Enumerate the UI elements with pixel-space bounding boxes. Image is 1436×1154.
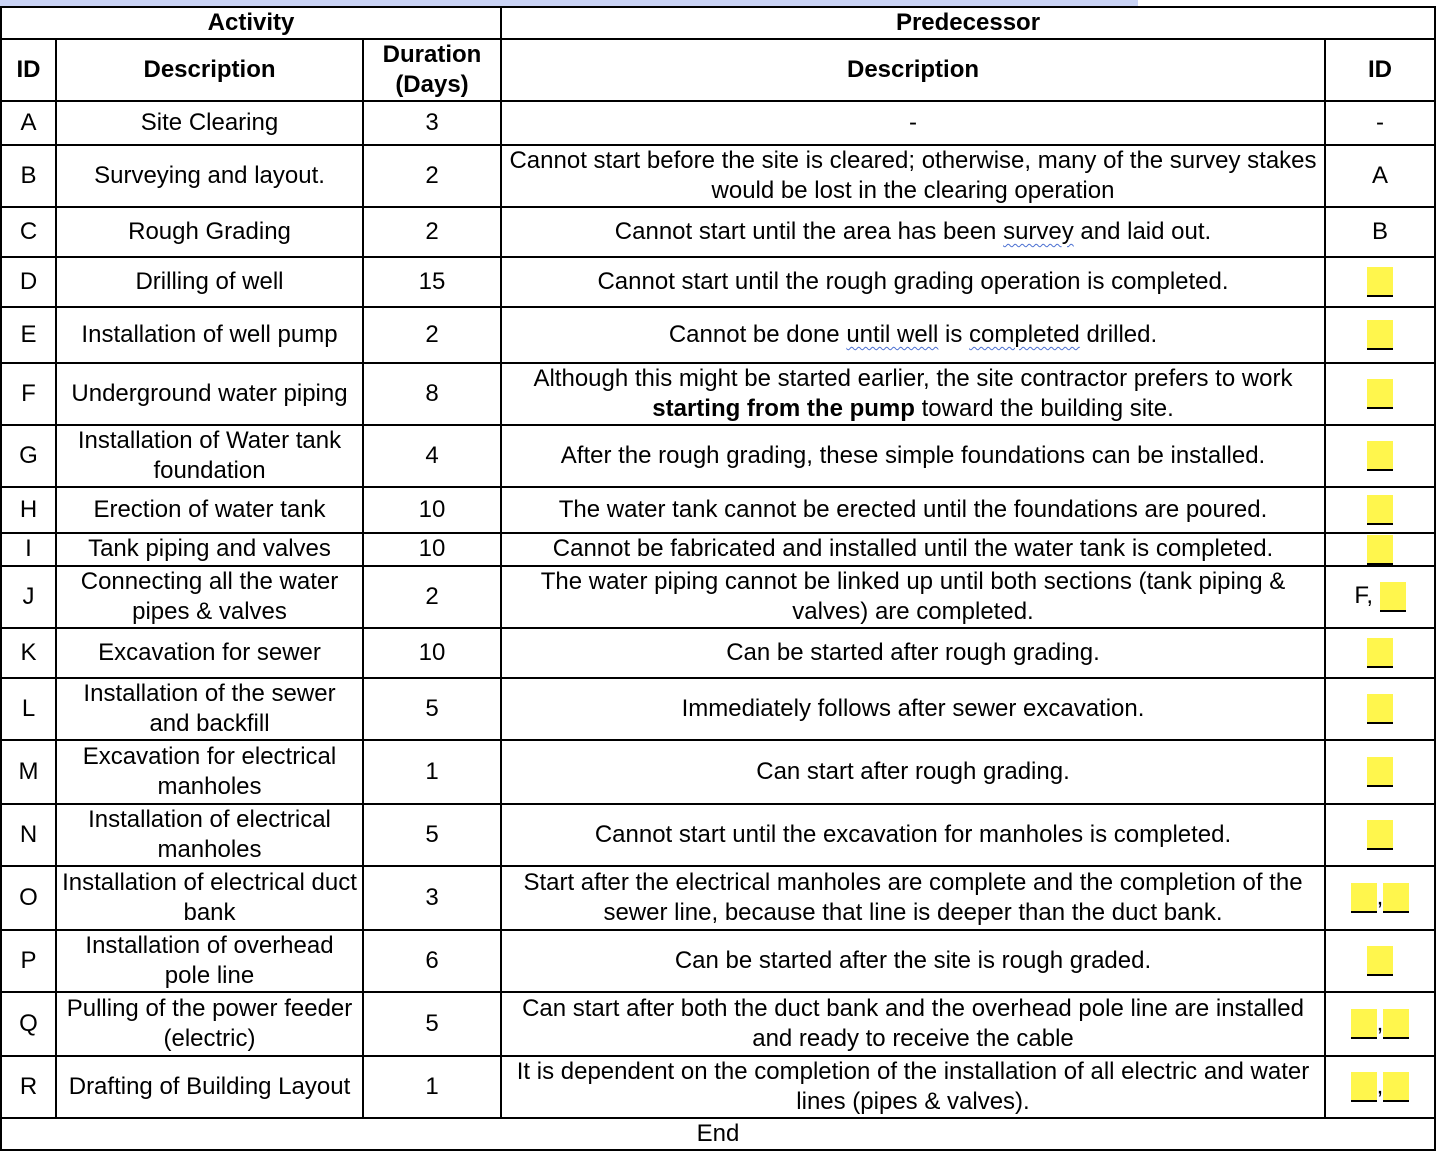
table-row	[1, 628, 1435, 678]
answer-blank[interactable]	[1351, 883, 1377, 913]
answer-blank[interactable]	[1383, 1072, 1409, 1102]
answer-blank[interactable]	[1367, 495, 1393, 525]
header-activity: Activity	[1, 7, 501, 39]
predecessor-id	[1325, 207, 1435, 257]
table-row	[1, 425, 1435, 487]
activity-id: Q	[1, 992, 56, 1056]
predecessor-id	[1325, 307, 1435, 363]
activity-id: N	[1, 804, 56, 866]
table-body	[1, 101, 1435, 1118]
activity-id: K	[1, 628, 56, 678]
activity-id: E	[1, 307, 56, 363]
table-row	[1, 566, 1435, 628]
answer-blank[interactable]	[1367, 638, 1393, 668]
table-row	[1, 487, 1435, 533]
predecessor-id	[1325, 566, 1435, 628]
table-row	[1, 257, 1435, 307]
spellcheck-word: survey	[1003, 218, 1074, 245]
predecessor-description: Immediately follows after sewer excavation.	[501, 678, 1325, 740]
table-row	[1, 740, 1435, 804]
desc-text-part: Cannot be done	[668, 321, 847, 348]
activity-duration: 2	[363, 566, 501, 628]
predecessor-id-text: -	[1376, 109, 1384, 136]
predecessor-description: Cannot be fabricated and installed until the water tank is completed.	[501, 533, 1325, 566]
predecessor-description: The water tank cannot be erected until the foundations are poured.	[501, 487, 1325, 533]
answer-blank[interactable]	[1367, 379, 1393, 409]
predecessor-id	[1325, 533, 1435, 566]
desc-text-part: toward the building site.	[914, 395, 1174, 422]
predecessor-description	[501, 207, 1325, 257]
header-predecessor: Predecessor	[501, 7, 1435, 39]
activity-id: O	[1, 866, 56, 930]
predecessor-description: -	[501, 101, 1325, 145]
answer-blank[interactable]	[1367, 320, 1393, 350]
desc-text-part: Cannot start until the area has been	[614, 218, 1004, 245]
activity-id: B	[1, 145, 56, 207]
predecessor-description: Can start after rough grading.	[501, 740, 1325, 804]
answer-blank[interactable]	[1367, 535, 1393, 565]
activity-id: R	[1, 1056, 56, 1118]
predecessor-id	[1325, 866, 1435, 930]
predecessor-description: Can start after both the duct bank and the overhead pole line are installed and ready to receive the cable	[501, 992, 1325, 1056]
predecessor-id	[1325, 101, 1435, 145]
spellcheck-word: completed	[969, 321, 1080, 348]
predecessor-id	[1325, 992, 1435, 1056]
spellcheck-word: until well	[846, 321, 939, 348]
activity-description: Installation of overhead pole line	[56, 930, 363, 992]
activity-id: C	[1, 207, 56, 257]
activity-duration: 15	[363, 257, 501, 307]
activity-duration: 10	[363, 628, 501, 678]
predecessor-id	[1325, 930, 1435, 992]
predecessor-id	[1325, 628, 1435, 678]
activity-duration: 2	[363, 207, 501, 257]
predecessor-description: Cannot start until the excavation for manholes is completed.	[501, 804, 1325, 866]
activity-description: Tank piping and valves	[56, 533, 363, 566]
predecessor-description: Cannot start until the rough grading operation is completed.	[501, 257, 1325, 307]
answer-blank[interactable]	[1351, 1072, 1377, 1102]
predecessor-description: Cannot start before the site is cleared; otherwise, many of the survey stakes would be lost in the clearing operation	[501, 145, 1325, 207]
activity-id: G	[1, 425, 56, 487]
activity-description: Underground water piping	[56, 363, 363, 425]
predecessor-description: Start after the electrical manholes are complete and the completion of the sewer line, because that line is deeper than the duct bank.	[501, 866, 1325, 930]
activity-description: Rough Grading	[56, 207, 363, 257]
predecessor-description	[501, 307, 1325, 363]
activity-description: Installation of well pump	[56, 307, 363, 363]
activity-description: Drilling of well	[56, 257, 363, 307]
activity-duration: 5	[363, 804, 501, 866]
activity-description: Installation of Water tank foundation	[56, 425, 363, 487]
activity-duration: 2	[363, 307, 501, 363]
activity-description: Erection of water tank	[56, 487, 363, 533]
predecessor-id	[1325, 740, 1435, 804]
answer-blank[interactable]	[1367, 694, 1393, 724]
activity-id: P	[1, 930, 56, 992]
activity-duration: 2	[363, 145, 501, 207]
predecessor-id	[1325, 678, 1435, 740]
predecessor-description: Can be started after the site is rough graded.	[501, 930, 1325, 992]
header-pred-id: ID	[1325, 39, 1435, 101]
activity-description: Surveying and layout.	[56, 145, 363, 207]
activity-description: Installation of electrical duct bank	[56, 866, 363, 930]
activity-id: D	[1, 257, 56, 307]
activity-duration: 3	[363, 101, 501, 145]
activity-description: Excavation for electrical manholes	[56, 740, 363, 804]
answer-blank[interactable]	[1367, 820, 1393, 850]
table-row	[1, 145, 1435, 207]
activity-description: Drafting of Building Layout	[56, 1056, 363, 1118]
table-row	[1, 307, 1435, 363]
activity-duration: 6	[363, 930, 501, 992]
activity-duration: 10	[363, 533, 501, 566]
activity-duration: 8	[363, 363, 501, 425]
predecessor-id	[1325, 257, 1435, 307]
activity-duration: 4	[363, 425, 501, 487]
answer-blank[interactable]	[1383, 1009, 1409, 1039]
activity-description: Installation of the sewer and backfill	[56, 678, 363, 740]
answer-blank[interactable]	[1367, 267, 1393, 297]
desc-text-part: drilled.	[1079, 321, 1158, 348]
table-row	[1, 992, 1435, 1056]
activity-id: L	[1, 678, 56, 740]
predecessor-description: Can be started after rough grading.	[501, 628, 1325, 678]
activity-description: Excavation for sewer	[56, 628, 363, 678]
predecessor-description	[501, 363, 1325, 425]
predecessor-description: It is dependent on the completion of the installation of all electric and water lines (pipes & valves).	[501, 1056, 1325, 1118]
activity-description: Site Clearing	[56, 101, 363, 145]
activity-id: F	[1, 363, 56, 425]
table-row	[1, 207, 1435, 257]
predecessor-description: The water piping cannot be linked up until both sections (tank piping & valves) are completed.	[501, 566, 1325, 628]
blank-separator: ,	[1376, 883, 1384, 911]
table-row	[1, 866, 1435, 930]
table-row	[1, 363, 1435, 425]
activity-table	[0, 6, 1436, 1151]
answer-blank[interactable]	[1383, 883, 1409, 913]
table-row	[1, 678, 1435, 740]
blank-separator: ,	[1376, 1009, 1384, 1037]
activity-duration: 5	[363, 678, 501, 740]
answer-blank[interactable]	[1351, 1009, 1377, 1039]
activity-duration: 10	[363, 487, 501, 533]
predecessor-id	[1325, 1056, 1435, 1118]
predecessor-id-text: A	[1371, 162, 1388, 189]
header-id: ID	[1, 39, 56, 101]
predecessor-description: After the rough grading, these simple foundations can be installed.	[501, 425, 1325, 487]
activity-id: I	[1, 533, 56, 566]
activity-id: M	[1, 740, 56, 804]
desc-text-part: is	[938, 321, 970, 348]
blank-separator: ,	[1376, 1072, 1384, 1100]
answer-blank[interactable]	[1367, 946, 1393, 976]
predecessor-id	[1325, 363, 1435, 425]
activity-description: Connecting all the water pipes & valves	[56, 566, 363, 628]
predecessor-id-text: B	[1371, 218, 1388, 245]
activity-duration: 5	[363, 992, 501, 1056]
activity-duration: 3	[363, 866, 501, 930]
desc-text-part: Although this might be started earlier, the site contractor prefers to work	[533, 365, 1293, 392]
table-row	[1, 930, 1435, 992]
activity-description: Installation of electrical manholes	[56, 804, 363, 866]
predecessor-id	[1325, 487, 1435, 533]
activity-id: H	[1, 487, 56, 533]
table-row	[1, 101, 1435, 145]
desc-text-part: and laid out.	[1073, 218, 1212, 245]
activity-duration: 1	[363, 740, 501, 804]
header-duration: Duration (Days)	[363, 39, 501, 101]
answer-blank[interactable]	[1367, 441, 1393, 471]
activity-id: A	[1, 101, 56, 145]
activity-duration: 1	[363, 1056, 501, 1118]
header-description: Description	[56, 39, 363, 101]
desc-bold-part: starting from the pump	[652, 395, 915, 422]
answer-blank[interactable]	[1380, 582, 1406, 612]
predecessor-id	[1325, 425, 1435, 487]
activity-id: J	[1, 566, 56, 628]
end-label: End	[1, 1118, 1435, 1150]
predecessor-id	[1325, 804, 1435, 866]
table-row	[1, 804, 1435, 866]
answer-blank[interactable]	[1367, 757, 1393, 787]
activity-description: Pulling of the power feeder (electric)	[56, 992, 363, 1056]
table-row	[1, 1056, 1435, 1118]
predecessor-id-text: F,	[1354, 582, 1373, 610]
header-pred-description: Description	[501, 39, 1325, 101]
table-row	[1, 533, 1435, 566]
predecessor-id	[1325, 145, 1435, 207]
